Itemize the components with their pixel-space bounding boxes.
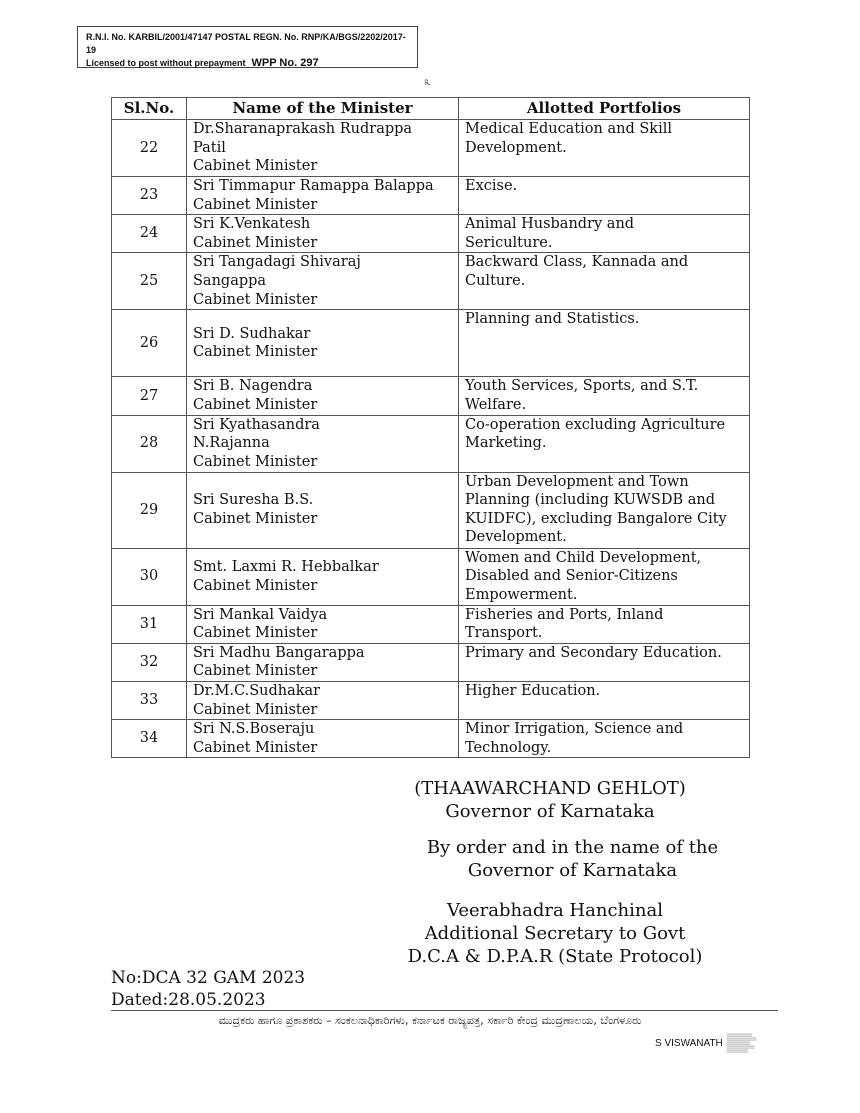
row-portfolio: Women and Child Development, Disabled and Senior-Citizens Empowerment. xyxy=(459,548,750,605)
row-portfolio: Medical Education and Skill Development. xyxy=(459,120,750,177)
row-minister-name: Dr.M.C.Sudhakar Cabinet Minister xyxy=(187,681,459,719)
digital-signature-stamp xyxy=(655,1033,787,1053)
row-sl-no: 34 xyxy=(112,720,187,758)
row-portfolio: Backward Class, Kannada and Culture. xyxy=(459,253,750,310)
row-portfolio: Youth Services, Sports, and S.T. Welfare. xyxy=(459,377,750,415)
header-minister-name: Name of the Minister xyxy=(187,98,459,120)
row-sl-no: 32 xyxy=(112,643,187,681)
row-portfolio: Higher Education. xyxy=(459,681,750,719)
row-portfolio: Animal Husbandry and Sericulture. xyxy=(459,215,750,253)
registration-line: R.N.I. No. KARBIL/2001/47147 POSTAL REGN. No. RNP/KA/BGS/2202/2017-19 xyxy=(86,32,406,55)
row-sl-no: 30 xyxy=(112,548,187,605)
officer-block xyxy=(370,899,740,968)
table-row xyxy=(112,415,750,472)
table-row xyxy=(112,548,750,605)
table-row xyxy=(112,253,750,310)
row-minister-name: Sri Mankal Vaidya Cabinet Minister xyxy=(187,605,459,643)
row-portfolio: Excise. xyxy=(459,177,750,215)
signature-fine-print: ▒▒▒▒▒▒▒▒▒▒▒▒ ▒▒▒▒▒▒▒▒▒▒▒▒▒▒ ▒▒▒▒▒▒▒▒▒▒▒ ▒▒▒▒▒▒▒▒▒▒▒▒▒ ▒▒▒▒▒▒▒▒▒▒ xyxy=(726,1033,757,1053)
signatory-name: S VISWANATH xyxy=(655,1037,723,1049)
ministers-table xyxy=(111,97,750,758)
row-sl-no: 26 xyxy=(112,310,187,377)
row-minister-name: Sri Tangadagi Shivaraj Sangappa Cabinet Minister xyxy=(187,253,459,310)
table-row xyxy=(112,310,750,377)
row-portfolio: Primary and Secondary Education. xyxy=(459,643,750,681)
row-minister-name: Sri K.Venkatesh Cabinet Minister xyxy=(187,215,459,253)
row-portfolio: Co-operation excluding Agriculture Marketing. xyxy=(459,415,750,472)
registration-box xyxy=(77,26,418,68)
wpp-number: WPP No. 297 xyxy=(251,57,319,69)
license-text: Licensed to post without prepayment xyxy=(86,58,246,68)
license-line xyxy=(86,57,409,70)
officer-department: D.C.A & D.P.A.R (State Protocol) xyxy=(407,946,703,967)
row-sl-no: 28 xyxy=(112,415,187,472)
header-sl-no: Sl.No. xyxy=(112,98,187,120)
reference-block xyxy=(111,967,305,1011)
table-row xyxy=(112,377,750,415)
row-minister-name: Sri N.S.Boseraju Cabinet Minister xyxy=(187,720,459,758)
table-row xyxy=(112,215,750,253)
row-sl-no: 31 xyxy=(112,605,187,643)
row-sl-no: 24 xyxy=(112,215,187,253)
row-minister-name: Sri Timmapur Ramappa Balappa Cabinet Minister xyxy=(187,177,459,215)
order-line-1: By order and in the name of the xyxy=(426,837,719,858)
row-sl-no: 27 xyxy=(112,377,187,415)
table-row xyxy=(112,177,750,215)
officer-name: Veerabhadra Hanchinal xyxy=(447,900,663,921)
row-sl-no: 29 xyxy=(112,472,187,548)
reference-date: Dated:28.05.2023 xyxy=(111,990,266,1010)
row-minister-name: Sri Kyathasandra N.Rajanna Cabinet Minister xyxy=(187,415,459,472)
order-block xyxy=(400,836,745,882)
row-portfolio: Urban Development and Town Planning (including KUWSDB and KUIDFC), excluding Bangalore City Development. xyxy=(459,472,750,548)
printer-line: ಮುದ್ರಕರು ಹಾಗೂ ಪ್ರಕಾಶಕರು – ಸಂಕಲನಾಧಿಕಾರಿಗಳು, ಕರ್ನಾಟಕ ರಾಜ್ಯಪತ್ರ, ಸರ್ಕಾರಿ ಕೇಂದ್ರ ಮುದ್ರಣಾಲಯ, ಬೆಂಗಳೂರು xyxy=(218,1014,642,1027)
row-minister-name: Dr.Sharanaprakash Rudrappa Patil Cabinet Minister xyxy=(187,120,459,177)
table-row xyxy=(112,681,750,719)
row-portfolio: Minor Irrigation, Science and Technology. xyxy=(459,720,750,758)
row-sl-no: 33 xyxy=(112,681,187,719)
table-header-row xyxy=(112,98,750,120)
row-portfolio: Fisheries and Ports, Inland Transport. xyxy=(459,605,750,643)
table-row xyxy=(112,472,750,548)
row-minister-name: Sri Madhu Bangarappa Cabinet Minister xyxy=(187,643,459,681)
row-minister-name: Sri D. Sudhakar Cabinet Minister xyxy=(187,310,459,377)
header-portfolios: Allotted Portfolios xyxy=(459,98,750,120)
page-number: ೩ xyxy=(424,74,431,88)
reference-number: No:DCA 32 GAM 2023 xyxy=(111,968,306,988)
row-sl-no: 22 xyxy=(112,120,187,177)
order-line-2: Governor of Karnataka xyxy=(467,860,678,881)
footer-divider xyxy=(111,1010,778,1011)
row-minister-name: Sri B. Nagendra Cabinet Minister xyxy=(187,377,459,415)
row-sl-no: 23 xyxy=(112,177,187,215)
governor-title: Governor of Karnataka xyxy=(445,801,655,822)
table-row xyxy=(112,605,750,643)
row-minister-name: Smt. Laxmi R. Hebbalkar Cabinet Minister xyxy=(187,548,459,605)
table-row xyxy=(112,643,750,681)
governor-name: (THAAWARCHAND GEHLOT) xyxy=(414,778,686,799)
table-row xyxy=(112,720,750,758)
row-minister-name: Sri Suresha B.S. Cabinet Minister xyxy=(187,472,459,548)
governor-block xyxy=(380,777,720,823)
row-portfolio: Planning and Statistics. xyxy=(459,310,750,377)
row-sl-no: 25 xyxy=(112,253,187,310)
table-row xyxy=(112,120,750,177)
officer-designation: Additional Secretary to Govt xyxy=(424,923,686,944)
